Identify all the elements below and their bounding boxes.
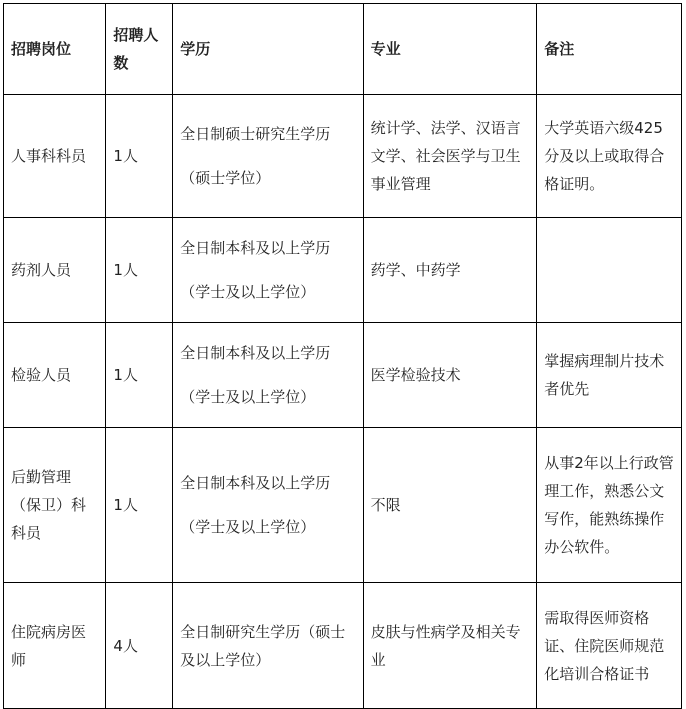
cell-education [173,428,363,583]
cell-education [173,95,363,218]
cell-position: 药剂人员 [4,218,106,323]
education-title-text: （学士及以上学位） [180,518,316,536]
cell-position: 人事科科员 [4,95,106,218]
table-row [4,428,682,583]
cell-education [173,323,363,428]
education-degree-text: 全日制本科及以上学历 [180,239,331,257]
header-education: 学历 [173,4,363,95]
cell-remarks: 需取得医师资格证、住院医师规范化培训合格证书 [537,583,682,709]
cell-count: 1人 [106,428,173,583]
education-degree-text: 全日制硕士研究生学历 [180,125,331,143]
cell-major: 皮肤与性病学及相关专业 [363,583,537,709]
education-degree-text: 全日制本科及以上学历 [180,474,331,492]
cell-position: 住院病房医师 [4,583,106,709]
cell-major: 不限 [363,428,537,583]
cell-remarks [537,218,682,323]
cell-remarks: 从事2年以上行政管理工作，熟悉公文写作，能熟练操作办公软件。 [537,428,682,583]
cell-major: 药学、中药学 [363,218,537,323]
education-degree-text: 全日制本科及以上学历 [180,344,331,362]
cell-remarks: 大学英语六级425分及以上或取得合格证明。 [537,95,682,218]
cell-education [173,583,363,709]
education-title-text: （硕士学位） [180,169,271,187]
header-major: 专业 [363,4,537,95]
table-row [4,95,682,218]
table-row [4,583,682,709]
recruitment-table [3,3,682,709]
table-header-row [4,4,682,95]
cell-education [173,218,363,323]
cell-major: 医学检验技术 [363,323,537,428]
header-remarks: 备注 [537,4,682,95]
cell-remarks: 掌握病理制片技术者优先 [537,323,682,428]
header-position: 招聘岗位 [4,4,106,95]
table-row [4,323,682,428]
cell-count: 1人 [106,323,173,428]
education-title-text: （学士及以上学位） [180,283,316,301]
education-title-text: （学士及以上学位） [180,388,316,406]
cell-major: 统计学、法学、汉语言文学、社会医学与卫生事业管理 [363,95,537,218]
cell-position: 后勤管理（保卫）科科员 [4,428,106,583]
table-row [4,218,682,323]
header-count: 招聘人数 [106,4,173,95]
education-degree-text: 全日制研究生学历（硕士及以上学位） [180,622,346,669]
cell-count: 1人 [106,218,173,323]
cell-count: 4人 [106,583,173,709]
cell-position: 检验人员 [4,323,106,428]
cell-count: 1人 [106,95,173,218]
